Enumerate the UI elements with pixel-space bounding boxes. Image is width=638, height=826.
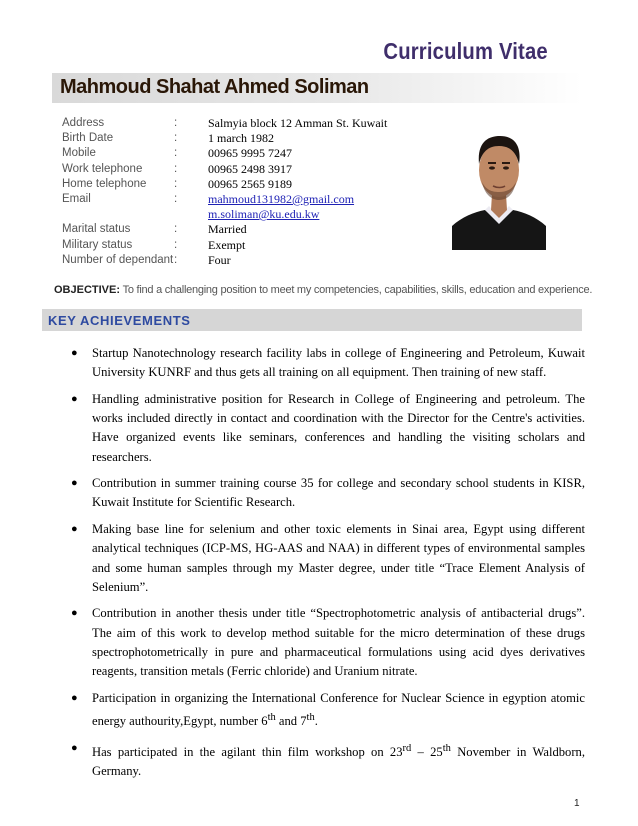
superscript: th: [306, 711, 315, 723]
mobile-row: [62, 146, 442, 161]
colon: :: [174, 177, 178, 190]
list-item: [71, 520, 585, 597]
bullet-icon: ●: [71, 347, 78, 359]
superscript: th: [267, 711, 276, 723]
objective-label: OBJECTIVE:: [54, 284, 121, 296]
item-text-part: and 7: [275, 714, 307, 729]
bullet-icon: ●: [71, 392, 78, 405]
list-item: [71, 739, 585, 782]
personal-info: [62, 116, 442, 268]
military-label: Military status: [62, 238, 133, 251]
item-text-part: – 25: [411, 745, 443, 760]
address-row: [62, 116, 442, 131]
work-phone-label: Work telephone: [62, 162, 143, 175]
bullet-icon: ●: [71, 741, 78, 754]
dependants-label: Number of dependant: [62, 253, 174, 266]
portrait-image: [452, 120, 546, 250]
list-item: [71, 390, 585, 467]
mobile-label: Mobile: [62, 147, 96, 160]
bullet-icon: ●: [71, 477, 78, 490]
item-text-part: November in Waldborn, Germany.: [92, 745, 585, 779]
birth-label: Birth Date: [62, 132, 114, 145]
email-link-ku[interactable]: m.soliman@ku.edu.kw: [208, 207, 320, 222]
list-item: [71, 604, 585, 681]
colon: :: [174, 223, 178, 236]
address-label: Address: [62, 117, 105, 129]
cv-title: Curriculum Vitae: [383, 38, 548, 64]
item-text-part: .: [314, 714, 318, 729]
colon: :: [174, 192, 178, 205]
item-text: Startup Nanotechnology research facility labs in college of Engineering and Petroleum, Kuwait University KUNRF and thus gets all training on all equipment. Then training of new staff.: [92, 346, 585, 380]
list-item: [71, 474, 585, 512]
home-phone-row: [62, 177, 442, 192]
home-phone-label: Home telephone: [62, 177, 147, 190]
key-achievements-heading: KEY ACHIEVEMENTS: [48, 313, 191, 328]
colon: :: [174, 117, 178, 129]
email-values: [208, 192, 354, 222]
colon: :: [174, 132, 178, 145]
marital-label: Marital status: [62, 223, 131, 236]
work-phone-row: [62, 162, 442, 177]
list-item: [71, 344, 585, 382]
superscript: th: [442, 742, 451, 754]
page-number: 1: [574, 798, 580, 809]
colon: :: [174, 162, 178, 175]
item-text: Contribution in another thesis under title “Spectrophotometric analysis of antibacterial drugs”. The aim of this work to develop method suitable for the micro determination of these drugs spectrophotometrically in pure and pharmaceutical formulations using acid dyes derivatives reagents, transition metals (Ferric chloride) and Uranium nitrate.: [92, 606, 585, 679]
home-phone-value: 00965 2565 9189: [208, 176, 292, 191]
item-text-part: Participation in organizing the International Conference for Nuclear Science in egyption atomic energy authourity,Egypt, number 6: [92, 690, 585, 729]
dependants-row: [62, 253, 442, 268]
superscript: rd: [402, 742, 412, 754]
marital-row: [62, 222, 442, 237]
item-text: Making base line for selenium and other toxic elements in Sinai area, Egypt using different analytical techniques (ICP-MS, HG-AAS and NAA) in different types of environmental samples and some human samples through my Master degree, under title “Trace Element Analysis of Selenium”.: [92, 522, 585, 594]
profile-photo: [452, 120, 546, 250]
bullet-icon: ●: [71, 691, 78, 704]
objective: [54, 284, 592, 296]
dependants-value: Four: [208, 252, 231, 267]
work-phone-value: 00965 2498 3917: [208, 161, 292, 176]
address-value: Salmyia block 12 Amman St. Kuwait: [208, 116, 388, 130]
mobile-value: 00965 9995 7247: [208, 146, 292, 161]
email-label: Email: [62, 192, 91, 205]
email-link-gmail[interactable]: mahmoud131982@gmail.com: [208, 191, 355, 206]
candidate-name: Mahmoud Shahat Ahmed Soliman: [60, 76, 369, 98]
item-text: Contribution in summer training course 35 for college and secondary school students in KISR, Kuwait Institute for Scientific Research.: [92, 476, 585, 510]
list-item: [71, 689, 585, 732]
colon: :: [174, 253, 178, 266]
bullet-icon: ●: [71, 523, 78, 536]
birth-value: 1 march 1982: [208, 131, 274, 146]
colon: :: [174, 147, 178, 160]
military-row: [62, 238, 442, 253]
marital-value: Married: [208, 222, 247, 237]
military-value: Exempt: [208, 237, 246, 252]
email-row: [62, 192, 442, 222]
birth-row: [62, 131, 442, 146]
objective-text: To find a challenging position to meet my competencies, capabilities, skills, education and experience.: [122, 284, 593, 296]
item-text: Handling administrative position for Research in College of Engineering and petroleum. The works included directly in contact and coordination with the Director for the Centre's activities. Have organized events like seminars, conferences and handling the visiting scholars and researchers.: [92, 391, 585, 464]
item-text-part: Has participated in the agilant thin film workshop on 23: [92, 745, 403, 760]
colon: :: [174, 238, 178, 251]
achievements-list: [71, 344, 585, 789]
bullet-icon: ●: [71, 607, 78, 620]
